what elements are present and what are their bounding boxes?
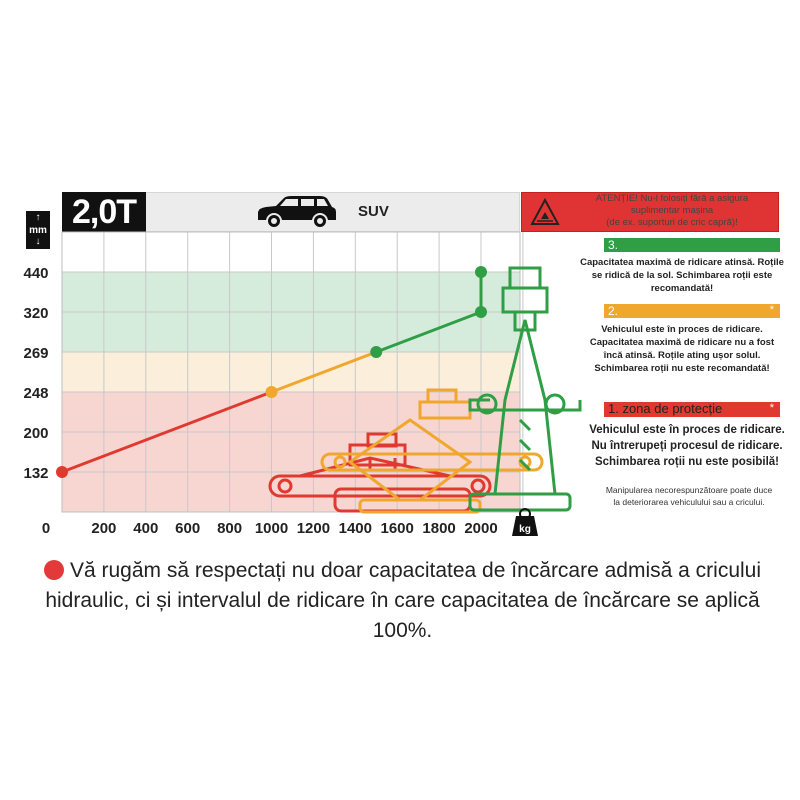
up-arrow-icon: ↑ xyxy=(35,212,41,223)
y-tick-label: 320 xyxy=(23,305,49,322)
zone-2-bar: 2. * xyxy=(604,304,780,318)
warning-text: ATENȚIE! Nu-l folosiți fără a asigura suplimentar mașina (de ex. suporturi de cric capră)! xyxy=(595,193,749,228)
vehicle-type-label: SUV xyxy=(358,203,389,220)
data-point xyxy=(475,266,487,278)
y-tick-label: 269 xyxy=(23,345,49,362)
zone-1-description: Vehiculul este în proces de ridicare. Nu întrerupeți procesul de ridicare. Schimbarea roții nu este posibilă! xyxy=(589,424,785,468)
down-arrow-icon: ↓ xyxy=(35,236,41,247)
x-tick-label: 1400 xyxy=(338,520,372,537)
y-tick-label: 132 xyxy=(23,465,49,482)
warning-box xyxy=(521,192,779,232)
red-zone-band xyxy=(62,392,520,512)
x-tick-label: 800 xyxy=(217,520,243,537)
zone-3-description: Capacitatea maximă de ridicare atinsă. Roțile se ridică de la sol. Schimbarea roții este recomandată! xyxy=(580,257,784,294)
x-tick-label: 0 xyxy=(41,520,51,537)
data-point xyxy=(475,306,487,318)
zone-2-description: Vehiculul este în proces de ridicare. Capacitatea maximă de ridicare nu a fost încă atinsă. Roțile ating ușor solul. Schimbarea roții nu este recomandată! xyxy=(589,324,775,374)
red-dot-icon xyxy=(44,560,64,580)
capacity-badge: 2,0T xyxy=(62,192,146,232)
x-tick-label: 1600 xyxy=(380,520,414,537)
x-tick-label: 2000 xyxy=(464,520,498,537)
y-tick-label: 248 xyxy=(23,385,49,402)
y-tick-label: 440 xyxy=(23,265,49,282)
car-lift-warning-icon xyxy=(530,198,560,226)
data-point xyxy=(266,386,278,398)
zone-3-bar: 3. xyxy=(604,238,780,252)
x-tick-label: 1800 xyxy=(422,520,456,537)
x-tick-label: 200 xyxy=(91,520,117,537)
misuse-footnote: Manipularea necorespunzătoare poate duce la deteriorarea vehiculului sau a cricului. xyxy=(605,485,773,507)
x-tick-label: 1200 xyxy=(296,520,331,537)
usage-note: Vă rugăm să respectați nu doar capacitatea de încărcare admisă a cricului hidraulic, ci și intervalul de ridicare în care capacitatea de încărcare se aplică 100%. xyxy=(45,559,762,642)
unit-label: mm xyxy=(29,224,47,236)
data-point xyxy=(56,466,68,478)
data-point xyxy=(370,346,382,358)
x-tick-label: 1000 xyxy=(254,520,289,537)
kg-weight-icon xyxy=(512,509,538,536)
zone-1-bar: 1. zona de protecție * xyxy=(604,402,780,417)
x-tick-label: 400 xyxy=(133,520,159,537)
x-tick-label: 600 xyxy=(175,520,201,537)
x-axis-unit-label: kg xyxy=(519,524,531,535)
y-tick-label: 200 xyxy=(23,425,49,442)
